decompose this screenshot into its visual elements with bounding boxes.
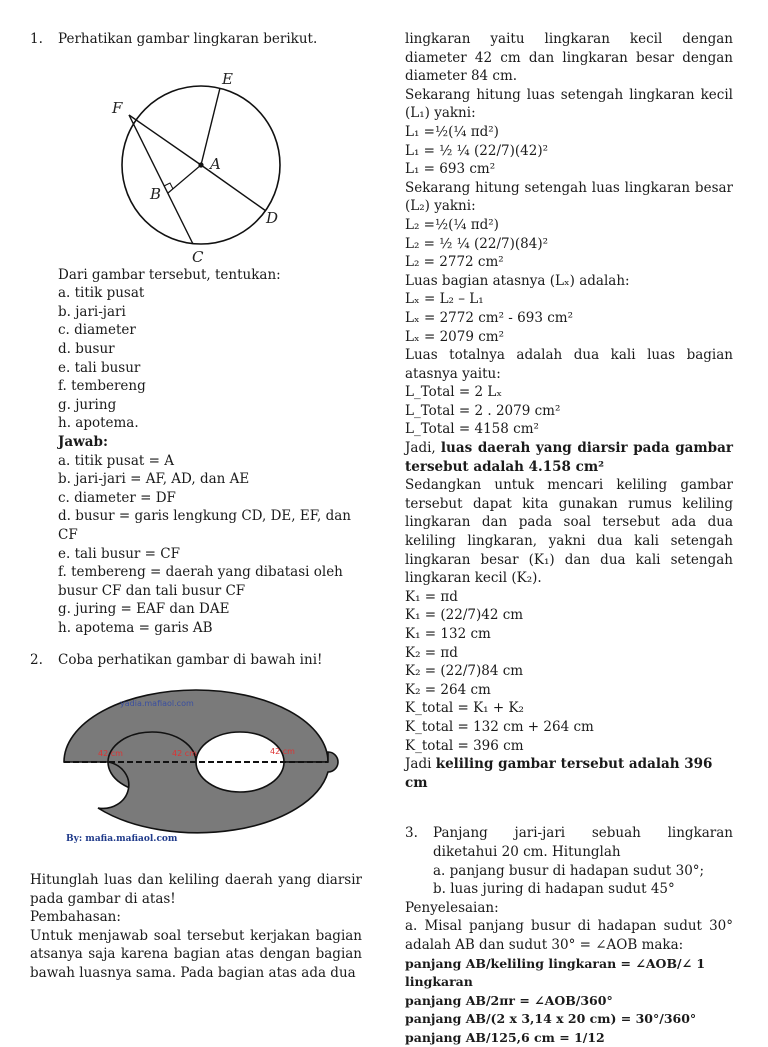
perimeter-intro: Sedangkan untuk mencari keliling gambar tersebut dapat kita gunakan rumus keliling lingkaran dan pada soal tersebut ada dua keliling lingkaran, yakni dua kali setengah lingkaran besar (K₁) dan dua kali setengah lingkaran kecil (K₂). bbox=[405, 476, 733, 588]
q1-body bbox=[30, 266, 362, 638]
big-circle-steps bbox=[405, 216, 733, 272]
q1-item: f. tembereng bbox=[58, 377, 362, 396]
credit-text: By: mafia.mafiaol.com bbox=[66, 834, 178, 844]
q2-intro: Coba perhatikan gambar di bawah ini! bbox=[58, 652, 322, 668]
q1-answer: e. tali busur = CF bbox=[58, 545, 362, 564]
total-step: L_Total = 4158 cm² bbox=[405, 420, 733, 439]
q1-item-list bbox=[58, 284, 362, 433]
q1-item: h. apotema. bbox=[58, 414, 362, 433]
top-step: Lₓ = 2772 cm² - 693 cm² bbox=[405, 309, 733, 328]
q1-question: Dari gambar tersebut, tentukan: bbox=[58, 266, 362, 285]
q3-solution-intro: a. Misal panjang busur di hadapan sudut 30° adalah AB dan sudut 30° = ∠AOB maka: bbox=[405, 917, 733, 954]
q1-answer-title: Jawab: bbox=[58, 433, 362, 452]
q3-step: panjang AB/2πr = ∠AOB/360° bbox=[405, 992, 733, 1011]
perimeter-step: K_total = 132 cm + 264 cm bbox=[405, 718, 733, 737]
total-area-steps bbox=[405, 383, 733, 439]
q2-discussion-cont: lingkaran yaitu lingkaran kecil dengan diameter 42 cm dan lingkaran besar dengan diameter 84 cm. bbox=[405, 30, 733, 86]
q1-answer: g. juring = EAF dan DAE bbox=[58, 600, 362, 619]
radius-AE bbox=[201, 88, 220, 165]
small-circle-steps bbox=[405, 123, 733, 179]
total-step: L_Total = 2 Lₓ bbox=[405, 383, 733, 402]
q1-number: 1. bbox=[30, 30, 43, 49]
label-D: D bbox=[265, 209, 278, 227]
q3-item: a. panjang busur di hadapan sudut 30°; bbox=[433, 862, 733, 881]
q3-step: panjang AB/keliling lingkaran = ∠AOB/∠ 1 lingkaran bbox=[405, 955, 733, 992]
small-step: L₁ = ½ ¼ (22/7)(42)² bbox=[405, 142, 733, 161]
top-step: Lₓ = L₂ – L₁ bbox=[405, 290, 733, 309]
top-step: Lₓ = 2079 cm² bbox=[405, 328, 733, 347]
q3-heading bbox=[405, 824, 733, 861]
q2-discussion: Untuk menjawab soal tersebut kerjakan bagian atsanya saja karena bagian atas dengan bagian bawah luasnya sama. Pada bagian atas ada dua bbox=[30, 927, 362, 983]
label-42cm-left: 42 cm bbox=[98, 749, 123, 758]
q1-item: e. tali busur bbox=[58, 359, 362, 378]
q1-answer: b. jari-jari = AF, AD, dan AE bbox=[58, 470, 362, 489]
yinyang-figure bbox=[30, 678, 362, 863]
perimeter-step: K₁ = (22/7)42 cm bbox=[405, 606, 733, 625]
q1-answer: c. diameter = DF bbox=[58, 489, 362, 508]
left-column bbox=[30, 30, 362, 983]
label-B: B bbox=[149, 185, 161, 203]
perimeter-step: K₂ = 264 cm bbox=[405, 681, 733, 700]
small-step: L₁ =½(¼ πd²) bbox=[405, 123, 733, 142]
perimeter-step: K₁ = πd bbox=[405, 588, 733, 607]
q2-number: 2. bbox=[30, 651, 43, 670]
q1-item: b. jari-jari bbox=[58, 303, 362, 322]
q2-discussion-title: Pembahasan: bbox=[30, 908, 362, 927]
big-circle-intro: Sekarang hitung setengah luas lingkaran besar (L₂) yakni: bbox=[405, 179, 733, 216]
q2-heading bbox=[30, 651, 362, 670]
q1-answer: a. titik pusat = A bbox=[58, 452, 362, 471]
q1-item: d. busur bbox=[58, 340, 362, 359]
q1-item: c. diameter bbox=[58, 321, 362, 340]
area-conclusion: Jadi, luas daerah yang diarsir pada gambar tersebut adalah 4.158 cm² bbox=[405, 439, 733, 476]
q3-solution-title: Penyelesaian: bbox=[405, 899, 733, 918]
small-circle-intro: Sekarang hitung luas setengah lingkaran kecil (L₁) yakni: bbox=[405, 86, 733, 123]
big-step: L₂ = ½ ¼ (22/7)(84)² bbox=[405, 235, 733, 254]
watermark: yadia.mafiaol.com bbox=[120, 699, 194, 708]
right-column bbox=[405, 30, 733, 1047]
big-step: L₂ = 2772 cm² bbox=[405, 253, 733, 272]
q1-answer: d. busur = garis lengkung CD, DE, EF, dan CF bbox=[58, 507, 362, 544]
total-step: L_Total = 2 . 2079 cm² bbox=[405, 402, 733, 421]
q3-intro: Panjang jari-jari sebuah lingkaran diketahui 20 cm. Hitunglah bbox=[433, 825, 733, 860]
circle-figure bbox=[30, 51, 362, 266]
small-step: L₁ = 693 cm² bbox=[405, 160, 733, 179]
label-C: C bbox=[192, 248, 204, 266]
label-42cm-mid: 42 cm bbox=[172, 749, 197, 758]
top-area-intro: Luas bagian atasnya (Lₓ) adalah: bbox=[405, 272, 733, 291]
q3-item: b. luas juring di hadapan sudut 45° bbox=[433, 880, 733, 899]
q1-answer: h. apotema = garis AB bbox=[58, 619, 362, 638]
label-A: A bbox=[208, 155, 221, 173]
q1-heading bbox=[30, 30, 362, 49]
perimeter-step: K_total = 396 cm bbox=[405, 737, 733, 756]
q3-step: panjang AB/125,6 cm = 1/12 bbox=[405, 1029, 733, 1047]
perimeter-steps bbox=[405, 588, 733, 755]
q3-number: 3. bbox=[405, 824, 418, 843]
q1-answer: f. tembereng = daerah yang dibatasi oleh busur CF dan tali busur CF bbox=[58, 563, 362, 600]
perimeter-step: K₁ = 132 cm bbox=[405, 625, 733, 644]
label-E: E bbox=[221, 70, 233, 88]
q3-item-list bbox=[405, 862, 733, 899]
q1-item: a. titik pusat bbox=[58, 284, 362, 303]
perimeter-step: K₂ = πd bbox=[405, 644, 733, 663]
label-42cm-right: 42 cm bbox=[270, 747, 295, 756]
perimeter-conclusion: Jadi keliling gambar tersebut adalah 396 cm bbox=[405, 755, 733, 792]
q2-question: Hitunglah luas dan keliling daerah yang diarsir pada gambar di atas! bbox=[30, 871, 362, 908]
q3-steps bbox=[405, 955, 733, 1047]
q3-step: panjang AB/(2 x 3,14 x 20 cm) = 30°/360° bbox=[405, 1010, 733, 1029]
radius-AF bbox=[129, 115, 201, 165]
label-F: F bbox=[111, 99, 123, 117]
total-area-intro: Luas totalnya adalah dua kali luas bagian atasnya yaitu: bbox=[405, 346, 733, 383]
q1-intro: Perhatikan gambar lingkaran berikut. bbox=[58, 31, 317, 47]
perimeter-step: K₂ = (22/7)84 cm bbox=[405, 662, 733, 681]
top-area-steps bbox=[405, 290, 733, 346]
q1-answer-list bbox=[58, 452, 362, 638]
perimeter-step: K_total = K₁ + K₂ bbox=[405, 699, 733, 718]
center-point-A bbox=[198, 162, 203, 167]
big-step: L₂ =½(¼ πd²) bbox=[405, 216, 733, 235]
q1-item: g. juring bbox=[58, 396, 362, 415]
